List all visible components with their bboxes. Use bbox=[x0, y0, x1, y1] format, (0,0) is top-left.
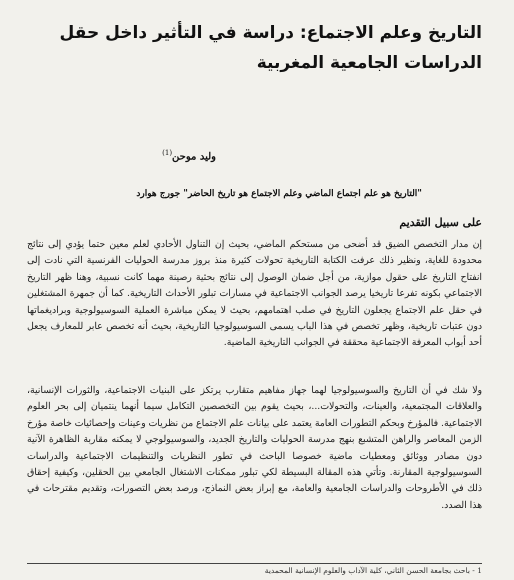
article-title: التاريخ وعلم الاجتماع: دراسة في التأثير داخل حقل الدراسات الجامعية المغربية bbox=[59, 23, 482, 73]
body-paragraph: إن مدار التخصص الضيق قد أضحى من مستحكم الماضي، بحيث إن التناول الأحادي لعلم معين حتما يؤدي إلى نتائج محدودة للغاية، ونظير ذلك عرفت الكتابة التاريخية تحولات كثيرة منذ بروز مدرسة الحوليات الفرنسية التي نادت إلى انفتاح التاريخ على حقول موازية، من أجل ضمان الوصول إلى نتائج بحثية رصينة مهما كانت نسبية، وهنا ظهر التاريخ الاجتماعي بكونه تفرعا تاريخيا يرصد الجوانب الاجتماعية في مسارات تبلور الأحداث التاريخية. كما أن جمهرة المشتغلين في حقل علم الاجتماع يجعلون التاريخ في صلب اهتمامهم، بحيث لا يمكن مباشرة العملية السوسيولوجية وبراديغماتها دون عتبات تاريخية، وظهر تخصص في هذا الباب يسمى السوسيولوجيا التاريخية، بحيث أنه تخصص عابر للمعارف يجعل أحد أبواب المعرفة الاجتماعية محققة في الجوانب التاريخية الماضية. bbox=[27, 239, 482, 349]
body-paragraph: ولا شك في أن التاريخ والسوسيولوجيا لهما جهاز مفاهيم متقارب يرتكز على البنيات الاجتماعية، والثورات الإنسانية، والعلاقات المجتمعية، والعينات، والتحولات...، بحيث يقوم بين التخصصين التكامل سيما أنهما ينتميان إلى بحر العلوم الاجتماعية. فالمؤرخ وبحكم التطورات العامة يعتمد على بيانات علم الاجتماع من نظريات وعينات وإحصائيات خاصة مؤرخ الزمن المعاصر والراهن المتشبع بنهج مدرسة الحوليات والتاريخ الجديد، والسوسيولوجي لا يمكنه مقاربة الظاهرة الآنية دون مصادر ووثائق ومعطيات ماضية خصوصا الباحث في تطور النظريات والتنظيمات الاجتماعية والدراسات السوسيولوجية المقارنة. وتأتي هذه المقالة البسيطة لكي تبلور ممكنات الاشتغال الجامعي بين الحقلين، وكيفية إحقاق ذلك في الأطروحات والدراسات الجامعية والعامة، مع إبراز بعض النماذج، ورصد بعض التصورات، وتقديم مقترحات في هذا الصدد. bbox=[27, 385, 482, 511]
author-name bbox=[162, 149, 216, 162]
footnote-divider bbox=[27, 563, 482, 564]
epigraph-quote: "التاريخ هو علم اجتماع الماضي وعلم الاجتماع هو تاريخ الحاضر" جورج هوارد bbox=[136, 189, 422, 199]
section-heading: على سبيل التقديم bbox=[399, 216, 482, 229]
footnote-text: 1 - باحث بجامعة الحسن الثاني، كلية الآداب والعلوم الإنسانية المحمدية bbox=[264, 566, 482, 575]
footnote-marker: (1) bbox=[162, 149, 173, 157]
author-name-text: وليد موحن bbox=[172, 151, 216, 163]
